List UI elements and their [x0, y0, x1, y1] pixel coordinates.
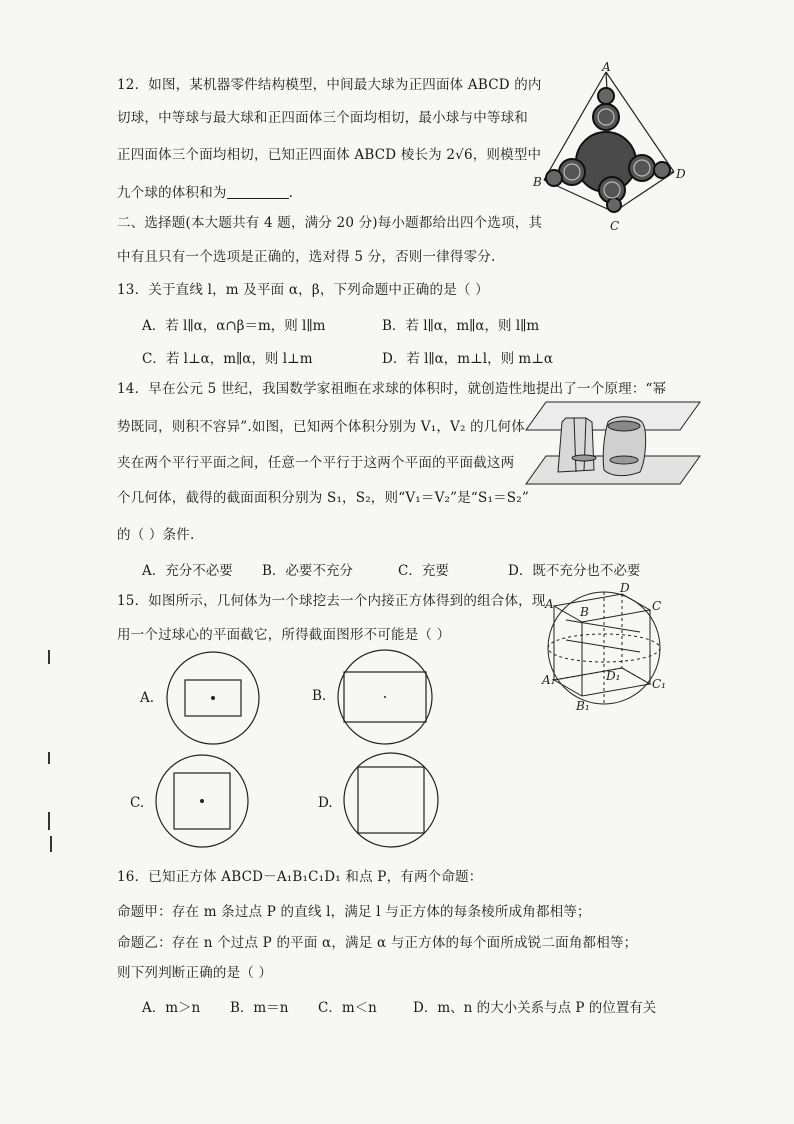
label-A: A: [602, 62, 611, 74]
q15-option-b-figure[interactable]: [336, 648, 434, 746]
scan-mark: [48, 812, 50, 830]
label-D: D: [676, 167, 686, 181]
tetrahedron-spheres-figure: [530, 62, 690, 232]
q14-line-2: 势既同，则积不容异”.如图，已知两个体积分别为 V₁，V₂ 的几何体: [117, 419, 525, 435]
q14-line-1: 14．早在公元 5 世纪，我国数学家祖暅在求球的体积时，就创造性地提出了一个原理：“幂: [117, 381, 667, 397]
section2-line-1: 二、选择题(本大题共有 4 题，满分 20 分)每小题都给出四个选项，其: [117, 215, 543, 231]
q16-option-a[interactable]: A．m＞n: [142, 1000, 201, 1016]
q12-line-3: 正四面体三个面均相切，已知正四面体 ABCD 棱长为 2√6，则模型中: [117, 147, 542, 163]
q16-line-4: 则下列判断正确的是（ ）: [117, 965, 273, 981]
q15-option-b-label[interactable]: B.: [312, 688, 327, 704]
q12-tail: .: [288, 185, 294, 201]
parallel-planes-figure: [524, 400, 704, 510]
q13-option-a[interactable]: A．若 l∥α，α∩β＝m，则 l∥m: [142, 318, 326, 334]
q13-option-d[interactable]: D．若 l∥α，m⊥l，则 m⊥α: [382, 351, 554, 367]
q15-line-2: 用一个过球心的平面截它，所得截面图形不可能是（ ）: [117, 627, 451, 643]
q12-line-1: 12．如图，某机器零件结构模型，中间最大球为正四面体 ABCD 的内: [117, 77, 542, 93]
scan-mark: [50, 836, 52, 852]
q12-line-4-text: 九个球的体积和为: [117, 185, 227, 201]
q14-line-4: 个几何体，截得的截面面积分别为 S₁，S₂，则“V₁＝V₂”是“S₁＝S₂”: [117, 490, 529, 506]
q12-line-2: 切球，中等球与最大球和正四面体三个面均相切，最小球与中等球和: [117, 110, 528, 126]
cube-label-D1: D₁: [606, 669, 621, 683]
cube-label-C: C: [652, 599, 662, 613]
q14-option-b[interactable]: B．必要不充分: [262, 563, 353, 579]
q13-option-b[interactable]: B．若 l∥α，m∥α，则 l∥m: [382, 318, 540, 334]
label-C: C: [610, 219, 620, 232]
q15-option-d-figure[interactable]: [342, 751, 440, 849]
q14-line-3: 夹在两个平行平面之间，任意一个平行于这两个平面的平面截这两: [117, 455, 515, 471]
q15-option-d-label[interactable]: D.: [318, 795, 333, 811]
scan-mark: [48, 752, 50, 764]
cube-label-B: B: [580, 605, 589, 619]
q13-stem: 13．关于直线 l，m 及平面 α，β，下列命题中正确的是（ ）: [117, 282, 489, 298]
q14-option-d[interactable]: D．既不充分也不必要: [508, 563, 641, 579]
label-B: B: [533, 175, 542, 189]
answer-blank: [227, 186, 289, 199]
q14-line-5: 的（ ）条件.: [117, 527, 195, 543]
q16-option-b[interactable]: B．m＝n: [230, 1000, 289, 1016]
cube-label-A: A: [545, 597, 554, 611]
section2-line-2: 中有且只有一个选项是正确的，选对得 5 分，否则一律得零分.: [117, 249, 496, 265]
q13-option-c[interactable]: C．若 l⊥α，m∥α，则 l⊥m: [142, 351, 313, 367]
q15-option-c-figure[interactable]: [154, 753, 250, 849]
cube-label-A1: A₁: [542, 673, 556, 687]
q12-line-4: [117, 184, 293, 202]
q15-option-a-label[interactable]: A.: [140, 690, 155, 706]
q16-option-c[interactable]: C．m＜n: [318, 1000, 377, 1016]
scan-mark: [48, 650, 50, 664]
cube-label-C1: C₁: [652, 677, 666, 691]
q15-option-c-label[interactable]: C.: [130, 795, 145, 811]
q16-option-d[interactable]: D．m、n 的大小关系与点 P 的位置有关: [413, 1000, 657, 1016]
cube-label-D: D: [620, 581, 630, 595]
q16-line-1: 16．已知正方体 ABCD－A₁B₁C₁D₁ 和点 P，有两个命题：: [117, 869, 483, 885]
cube-label-B1: B₁: [576, 699, 590, 713]
q15-option-a-figure[interactable]: [165, 650, 261, 746]
sphere-cube-figure: [540, 580, 670, 715]
q16-line-3: 命题乙：存在 n 个过点 P 的平面 α，满足 α 与正方体的每个面所成锐二面角都相等；: [117, 935, 638, 951]
q15-line-1: 15．如图所示，几何体为一个球挖去一个内接正方体得到的组合体，现: [117, 593, 546, 609]
q16-line-2: 命题甲：存在 m 条过点 P 的直线 l，满足 l 与正方体的每条棱所成角都相等；: [117, 904, 591, 920]
q14-option-a[interactable]: A．充分不必要: [142, 563, 233, 579]
q14-option-c[interactable]: C．充要: [398, 563, 449, 579]
